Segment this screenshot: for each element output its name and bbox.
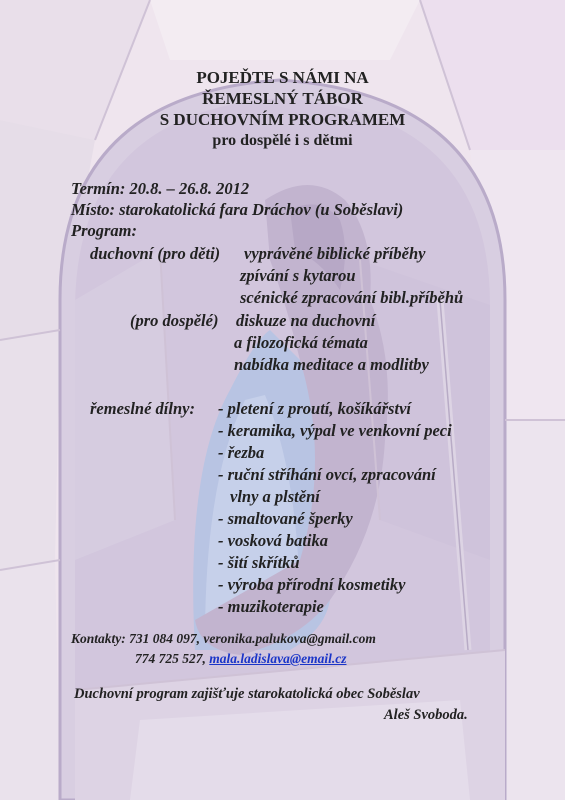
dilny-item: - výroba přírodní kosmetiky xyxy=(218,575,406,594)
dilny-item: - pletení z proutí, košíkářství xyxy=(218,399,411,418)
contact-email-link[interactable]: mala.ladislava@email.cz xyxy=(209,651,347,666)
misto-line: Místo: starokatolická fara Dráchov (u Soběslavi) xyxy=(71,200,404,219)
program-deti-item: zpívání s kytarou xyxy=(240,266,356,285)
termin-line: Termín: 20.8. – 26.8. 2012 xyxy=(71,179,250,198)
footer-line-1: Duchovní program zajišťuje starokatolická obec Soběslav xyxy=(74,686,420,702)
dilny-item: - smaltované šperky xyxy=(218,509,353,528)
contact-phone: 731 084 097, xyxy=(129,631,201,646)
footer-signature: Aleš Svoboda. xyxy=(384,707,468,723)
dilny-item: - vosková batika xyxy=(218,531,328,550)
program-dospele-label: (pro dospělé) xyxy=(130,311,219,330)
program-dospele-item: a filozofická témata xyxy=(234,333,368,352)
contacts-line-1 xyxy=(71,631,376,647)
program-dospele-item: diskuze na duchovní xyxy=(236,311,376,330)
header-line-1: POJEĎTE S NÁMI NA xyxy=(196,68,369,87)
program-deti-item: vyprávěné biblické příběhy xyxy=(244,244,426,263)
dilny-item: - keramika, výpal ve venkovní peci xyxy=(218,421,452,440)
dilny-item: - řezba xyxy=(218,443,265,462)
program-dospele-item: nabídka meditace a modlitby xyxy=(234,355,429,374)
program-label: Program: xyxy=(71,221,137,240)
program-deti-label: duchovní (pro děti) xyxy=(90,244,221,263)
contacts-label: Kontakty: xyxy=(71,631,126,646)
contact-phone: 774 725 527, xyxy=(135,651,206,666)
contact-email: veronika.palukova@gmail.com xyxy=(203,631,376,646)
header-line-4: pro dospělé i s dětmi xyxy=(212,132,353,149)
header-line-3: S DUCHOVNÍM PROGRAMEM xyxy=(159,110,406,129)
header-line-2: ŘEMESLNÝ TÁBOR xyxy=(202,89,363,108)
dilny-label: řemeslné dílny: xyxy=(90,399,195,418)
contacts-line-2 xyxy=(135,651,346,667)
dilny-item: - šití skřítků xyxy=(218,553,300,572)
dilny-item: - muzikoterapie xyxy=(218,597,324,616)
dilny-item: - ruční stříhání ovcí, zpracování xyxy=(218,465,436,484)
dilny-item: vlny a plstění xyxy=(230,487,320,506)
program-deti-item: scénické zpracování bibl.příběhů xyxy=(240,288,464,307)
